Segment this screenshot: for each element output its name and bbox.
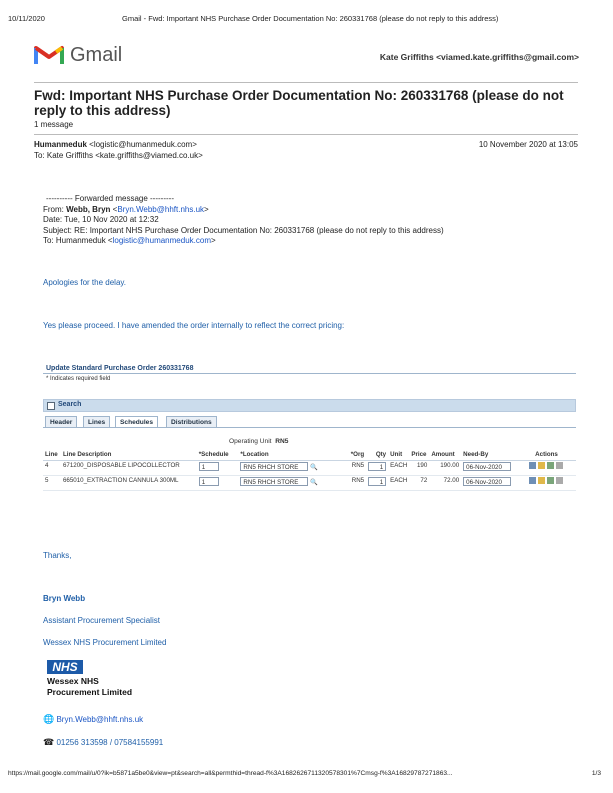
tab-distributions[interactable]: Distributions xyxy=(166,416,217,428)
forward-to-email-link[interactable]: logistic@humanmeduk.com xyxy=(112,236,211,245)
from-email: <logistic@humanmeduk.com> xyxy=(89,140,197,149)
search-icon[interactable]: 🔍 xyxy=(310,464,318,471)
edit-icon[interactable] xyxy=(538,477,545,484)
signature-email-link[interactable]: Bryn.Webb@hhft.nhs.uk xyxy=(56,715,144,724)
col-need-by: Need-By xyxy=(461,448,517,461)
phone-icon: ☎ xyxy=(43,737,55,747)
delete-icon[interactable] xyxy=(556,462,563,469)
message-date: 10 November 2020 at 13:05 xyxy=(478,140,578,149)
tab-schedules[interactable]: Schedules xyxy=(115,416,158,428)
gmail-logo-text: Gmail xyxy=(70,44,123,66)
po-search-bar[interactable] xyxy=(43,399,576,412)
operating-unit-value: RN5 xyxy=(275,438,289,445)
print-date: 10/11/2020 xyxy=(8,14,45,23)
print-url: https://mail.google.com/mail/u/0?ik=b5871a5be0&view=pt&search=all&permthid=thread-f%3A1682626711320578301%7Cmsg-f%3A16829787271863... xyxy=(8,770,453,777)
split-icon[interactable] xyxy=(547,462,554,469)
col-org: *Org xyxy=(325,448,366,461)
gmail-logo[interactable] xyxy=(34,43,64,70)
cell-price: 72 xyxy=(409,476,429,491)
edit-icon[interactable] xyxy=(538,462,545,469)
location-input[interactable]: RN5 RHCH STORE xyxy=(240,477,308,486)
cell-org: RN5 xyxy=(325,476,366,491)
globe-icon: 🌐 xyxy=(43,714,55,724)
col-location: *Location xyxy=(238,448,325,461)
body-paragraph-2: Yes please proceed. I have amended the order internally to reflect the correct pricing: xyxy=(43,321,345,330)
cell-description: 665010_EXTRACTION CANNULA 300ML xyxy=(61,476,197,491)
schedule-input[interactable]: 1 xyxy=(199,462,219,471)
cell-description: 671200_DISPOSABLE LIPOCOLLECTOR xyxy=(61,461,197,476)
po-required-note: * Indicates required field xyxy=(46,376,111,382)
signature-org: Wessex NHS Procurement Limited xyxy=(43,638,167,647)
forward-date: Date: Tue, 10 Nov 2020 at 12:32 xyxy=(43,215,159,224)
signature-phone-number: 01256 313598 / 07584155991 xyxy=(56,738,164,747)
col-actions: Actions xyxy=(517,448,576,461)
message-from xyxy=(34,140,197,149)
expand-icon[interactable] xyxy=(47,402,55,410)
cell-line: 4 xyxy=(43,461,61,476)
need-by-input[interactable]: 06-Nov-2020 xyxy=(463,477,511,486)
print-tab-title: Gmail - Fwd: Important NHS Purchase Order Documentation No: 260331768 (please do not reply to this address) xyxy=(122,14,499,23)
col-line-description: Line Description xyxy=(61,448,197,461)
cell-unit: EACH xyxy=(388,461,409,476)
nhs-logo: NHS xyxy=(47,660,83,674)
signature-email xyxy=(43,714,143,725)
calendar-icon[interactable] xyxy=(529,462,536,469)
location-input[interactable]: RN5 RHCH STORE xyxy=(240,462,308,471)
table-header-row xyxy=(43,448,576,461)
gmail-m-icon xyxy=(34,43,64,65)
body-thanks: Thanks, xyxy=(43,551,72,560)
qty-input[interactable]: 1 xyxy=(368,477,386,486)
forward-subject: Subject: RE: Important NHS Purchase Order Documentation No: 260331768 (please do not reply to this address) xyxy=(43,226,444,235)
forward-separator: ---------- Forwarded message --------- xyxy=(46,194,174,203)
cell-line: 5 xyxy=(43,476,61,491)
cell-amount: 72.00 xyxy=(429,476,461,491)
search-icon[interactable]: 🔍 xyxy=(310,479,318,486)
po-search-label: Search xyxy=(58,401,82,408)
forward-to: To: Humanmeduk <logistic@humanmeduk.com> xyxy=(43,236,216,245)
col-price: Price xyxy=(409,448,429,461)
table-row xyxy=(43,476,576,491)
col-qty: Qty xyxy=(366,448,388,461)
account-label: Kate Griffiths <viamed.kate.griffiths@gmail.com> xyxy=(379,52,579,62)
cell-org: RN5 xyxy=(325,461,366,476)
cell-amount: 190.00 xyxy=(429,461,461,476)
need-by-input[interactable]: 06-Nov-2020 xyxy=(463,462,511,471)
forward-from-email-link[interactable]: Bryn.Webb@hhft.nhs.uk xyxy=(117,205,205,214)
body-paragraph-1: Apologies for the delay. xyxy=(43,278,127,287)
calendar-icon[interactable] xyxy=(529,477,536,484)
cell-unit: EACH xyxy=(388,476,409,491)
signature-role: Assistant Procurement Specialist xyxy=(43,616,160,625)
signature-name: Bryn Webb xyxy=(43,594,86,603)
col-line: Line xyxy=(43,448,61,461)
schedule-input[interactable]: 1 xyxy=(199,477,219,486)
tab-header[interactable]: Header xyxy=(45,416,77,428)
operating-unit: Operating Unit RN5 xyxy=(229,438,289,445)
table-row xyxy=(43,461,576,476)
qty-input[interactable]: 1 xyxy=(368,462,386,471)
print-page-number: 1/3 xyxy=(591,770,601,777)
nhs-logo-line2: Procurement Limited xyxy=(47,687,133,697)
forward-from-name: Webb, Bryn xyxy=(66,205,111,214)
delete-icon[interactable] xyxy=(556,477,563,484)
col-amount: Amount xyxy=(429,448,461,461)
col-schedule: *Schedule xyxy=(197,448,239,461)
tab-lines[interactable]: Lines xyxy=(83,416,110,428)
col-unit: Unit xyxy=(388,448,409,461)
forward-from: From: Webb, Bryn <Bryn.Webb@hhft.nhs.uk> xyxy=(43,205,209,214)
cell-price: 190 xyxy=(409,461,429,476)
thread-subject: Fwd: Important NHS Purchase Order Documentation No: 260331768 (please do not reply to this address) xyxy=(34,88,564,118)
nhs-logo-line1: Wessex NHS xyxy=(47,676,99,686)
split-icon[interactable] xyxy=(547,477,554,484)
message-count: 1 message xyxy=(34,120,74,129)
po-schedules-table xyxy=(43,448,576,491)
from-name: Humanmeduk xyxy=(34,140,87,149)
po-title: Update Standard Purchase Order 260331768 xyxy=(46,365,194,372)
message-to: To: Kate Griffiths <kate.griffiths@viamed.co.uk> xyxy=(34,151,203,160)
signature-phone xyxy=(43,737,163,748)
